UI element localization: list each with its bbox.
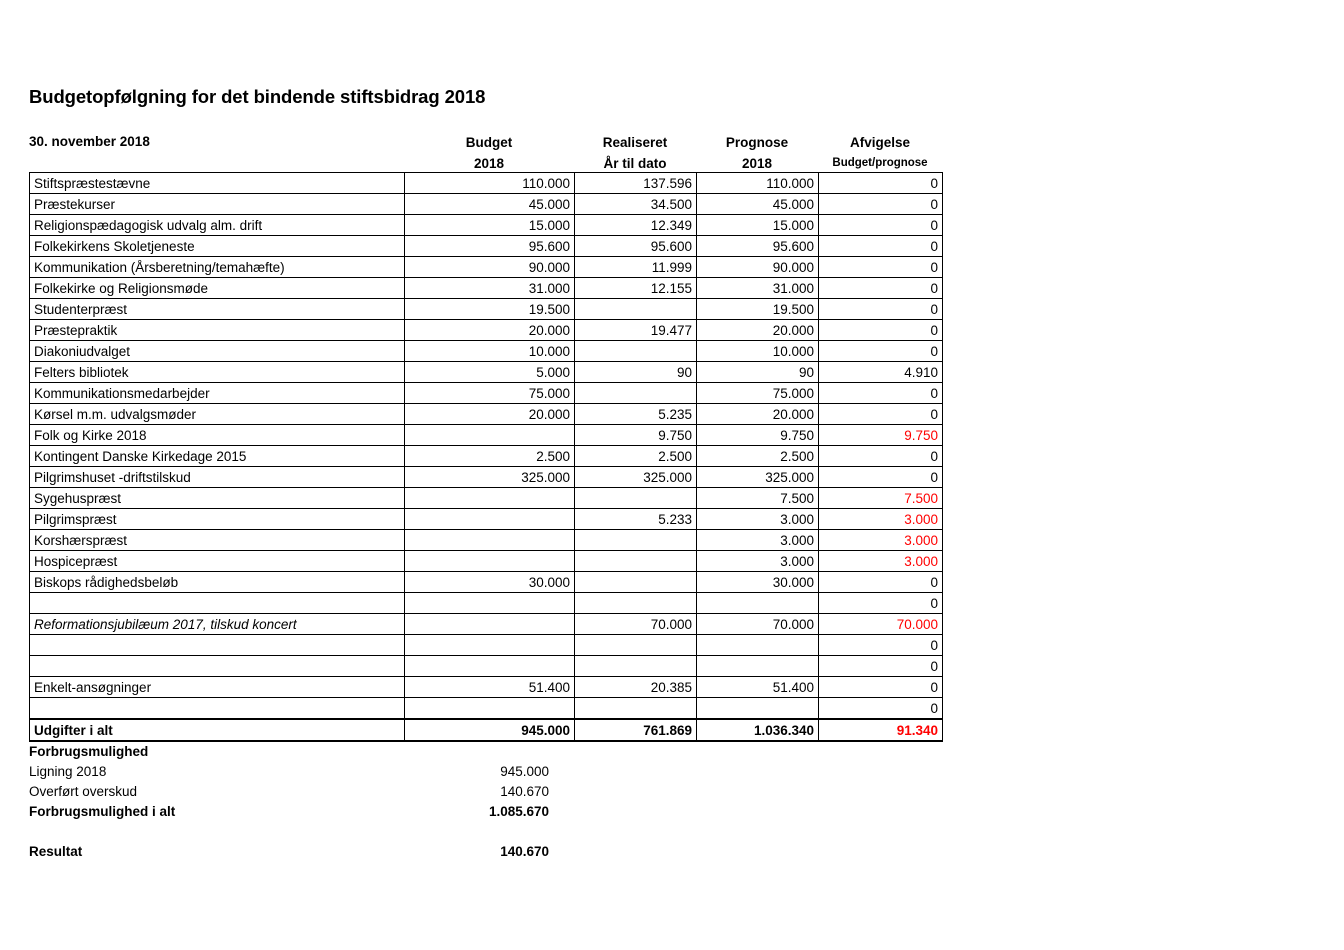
cell-label: Pilgrimshuset -driftstilskud: [30, 467, 405, 488]
column-header-afvigelse-line2: Budget/prognose: [832, 157, 928, 169]
cell-afvigelse: 0: [819, 404, 943, 425]
summary-label: Overført overskud: [29, 784, 138, 799]
cell-budget: 75.000: [405, 383, 575, 404]
cell-label: Religionspædagogisk udvalg alm. drift: [30, 215, 405, 236]
cell-prognose: 51.400: [697, 677, 819, 698]
cell-prognose: 70.000: [697, 614, 819, 635]
cell-prognose: 110.000: [697, 173, 819, 194]
table-row: [30, 446, 943, 467]
cell-prognose: 2.500: [697, 446, 819, 467]
cell-realiseret: 5.233: [575, 509, 697, 530]
cell-realiseret: 2.500: [575, 446, 697, 467]
cell-afvigelse: 0: [819, 278, 943, 299]
cell-prognose: [697, 656, 819, 677]
summary-spacer: [29, 822, 549, 842]
cell-realiseret: [575, 635, 697, 656]
table-row: [30, 362, 943, 383]
cell-label: Diakoniudvalget: [30, 341, 405, 362]
table-row: [30, 614, 943, 635]
column-header-realiseret: [574, 132, 696, 174]
cell-budget: 325.000: [405, 467, 575, 488]
budget-table: [29, 172, 943, 742]
cell-prognose: 95.600: [697, 236, 819, 257]
cell-afvigelse: 0: [819, 593, 943, 614]
cell-realiseret: 90: [575, 362, 697, 383]
column-header-prognose-line1: Prognose: [725, 135, 789, 150]
cell-realiseret: 137.596: [575, 173, 697, 194]
cell-budget: [405, 425, 575, 446]
table-row: [30, 488, 943, 509]
cell-budget: [405, 614, 575, 635]
cell-prognose: 10.000: [697, 341, 819, 362]
cell-afvigelse: 0: [819, 467, 943, 488]
cell-label: [30, 698, 405, 720]
cell-afvigelse: 0: [819, 236, 943, 257]
table-row: [30, 635, 943, 656]
cell-label: Enkelt-ansøgninger: [30, 677, 405, 698]
cell-realiseret: 70.000: [575, 614, 697, 635]
cell-label: Reformationsjubilæum 2017, tilskud koncert: [30, 614, 405, 635]
table-row: [30, 278, 943, 299]
cell-afvigelse: 0: [819, 341, 943, 362]
cell-label: Korshærspræst: [30, 530, 405, 551]
column-header-prognose-line2: 2018: [741, 156, 773, 171]
summary-line-resultat: [29, 842, 549, 862]
cell-label: Folkekirke og Religionsmøde: [30, 278, 405, 299]
table-row: [30, 509, 943, 530]
cell-realiseret: 12.349: [575, 215, 697, 236]
column-header-realiseret-line1: Realiseret: [602, 135, 668, 150]
cell-afvigelse: 0: [819, 299, 943, 320]
cell-budget: [405, 635, 575, 656]
summary-value: 945.000: [500, 764, 549, 779]
cell-budget: [405, 530, 575, 551]
column-header-afvigelse: [818, 132, 942, 174]
cell-budget: [405, 488, 575, 509]
cell-afvigelse: 0: [819, 257, 943, 278]
table-total-row: [30, 719, 943, 741]
cell-label: Kommunikationsmedarbejder: [30, 383, 405, 404]
cell-budget: 95.600: [405, 236, 575, 257]
cell-budget: 15.000: [405, 215, 575, 236]
cell-budget: 5.000: [405, 362, 575, 383]
column-header-budget-line1: Budget: [465, 135, 513, 150]
cell-budget: 90.000: [405, 257, 575, 278]
cell-budget: [405, 593, 575, 614]
cell-prognose: 30.000: [697, 572, 819, 593]
table-row: [30, 257, 943, 278]
table-row: [30, 656, 943, 677]
cell-realiseret: [575, 698, 697, 720]
table-row: [30, 698, 943, 720]
summary-line-forbrugsmulighed-i-alt: [29, 802, 549, 822]
cell-label: [30, 656, 405, 677]
cell-realiseret: 34.500: [575, 194, 697, 215]
page-title: Budgetopfølgning for det bindende stiftsbidrag 2018: [29, 86, 486, 107]
column-header-budget: [404, 132, 574, 174]
cell-total-budget: 945.000: [405, 719, 575, 741]
cell-label: Kommunikation (Årsberetning/temahæfte): [30, 257, 405, 278]
summary-label: Ligning 2018: [29, 764, 107, 779]
cell-prognose: 325.000: [697, 467, 819, 488]
cell-budget: [405, 551, 575, 572]
column-header-realiseret-line2: År til dato: [603, 156, 667, 171]
cell-realiseret: [575, 341, 697, 362]
cell-realiseret: [575, 299, 697, 320]
cell-afvigelse: 0: [819, 677, 943, 698]
cell-prognose: 75.000: [697, 383, 819, 404]
cell-afvigelse: 0: [819, 320, 943, 341]
table-row: [30, 236, 943, 257]
summary-heading-row: [29, 742, 549, 762]
cell-realiseret: [575, 551, 697, 572]
cell-afvigelse: 0: [819, 173, 943, 194]
cell-budget: 110.000: [405, 173, 575, 194]
cell-label: Kontingent Danske Kirkedage 2015: [30, 446, 405, 467]
cell-budget: [405, 509, 575, 530]
summary-heading: Forbrugsmulighed: [29, 744, 149, 759]
cell-afvigelse: 70.000: [819, 614, 943, 635]
cell-afvigelse: 7.500: [819, 488, 943, 509]
cell-prognose: 90.000: [697, 257, 819, 278]
cell-label: Felters bibliotek: [30, 362, 405, 383]
cell-label: Stiftspræstestævne: [30, 173, 405, 194]
cell-afvigelse: 3.000: [819, 509, 943, 530]
table-row: [30, 425, 943, 446]
column-header-afvigelse-line1: Afvigelse: [849, 135, 911, 150]
cell-afvigelse: 0: [819, 446, 943, 467]
table-row: [30, 383, 943, 404]
table-row: [30, 404, 943, 425]
cell-afvigelse: 3.000: [819, 551, 943, 572]
cell-realiseret: [575, 656, 697, 677]
cell-label: Pilgrimspræst: [30, 509, 405, 530]
cell-afvigelse: 4.910: [819, 362, 943, 383]
summary-section: [29, 742, 549, 862]
cell-label: Sygehuspræst: [30, 488, 405, 509]
cell-label: Biskops rådighedsbeløb: [30, 572, 405, 593]
cell-budget: 31.000: [405, 278, 575, 299]
cell-budget: 45.000: [405, 194, 575, 215]
cell-label: Præstekurser: [30, 194, 405, 215]
cell-prognose: 15.000: [697, 215, 819, 236]
cell-afvigelse: 0: [819, 656, 943, 677]
cell-total-label: Udgifter i alt: [30, 719, 405, 741]
cell-realiseret: 5.235: [575, 404, 697, 425]
cell-realiseret: [575, 593, 697, 614]
table-row: [30, 341, 943, 362]
cell-realiseret: [575, 488, 697, 509]
cell-realiseret: 9.750: [575, 425, 697, 446]
table-row: [30, 320, 943, 341]
summary-value: 140.670: [500, 784, 549, 799]
cell-realiseret: [575, 572, 697, 593]
cell-realiseret: 12.155: [575, 278, 697, 299]
column-header-budget-line2: 2018: [473, 156, 505, 171]
cell-label: [30, 593, 405, 614]
cell-label: Præstepraktik: [30, 320, 405, 341]
cell-afvigelse: 9.750: [819, 425, 943, 446]
summary-label: Forbrugsmulighed i alt: [29, 804, 176, 819]
column-header-prognose: [696, 132, 818, 174]
cell-prognose: 7.500: [697, 488, 819, 509]
cell-label: Studenterpræst: [30, 299, 405, 320]
table-row: [30, 299, 943, 320]
cell-prognose: [697, 635, 819, 656]
table-row: [30, 593, 943, 614]
summary-value: 1.085.670: [488, 804, 549, 819]
cell-budget: [405, 698, 575, 720]
cell-realiseret: [575, 530, 697, 551]
cell-budget: 20.000: [405, 404, 575, 425]
cell-afvigelse: 0: [819, 194, 943, 215]
cell-realiseret: 20.385: [575, 677, 697, 698]
cell-prognose: 20.000: [697, 320, 819, 341]
table-row: [30, 467, 943, 488]
table-row: [30, 551, 943, 572]
cell-prognose: 45.000: [697, 194, 819, 215]
summary-label: Resultat: [29, 844, 83, 859]
cell-budget: 10.000: [405, 341, 575, 362]
cell-afvigelse: 0: [819, 215, 943, 236]
summary-line-ligning: [29, 762, 549, 782]
cell-budget: 30.000: [405, 572, 575, 593]
cell-realiseret: 11.999: [575, 257, 697, 278]
cell-prognose: [697, 593, 819, 614]
cell-prognose: 90: [697, 362, 819, 383]
cell-label: Hospicepræst: [30, 551, 405, 572]
cell-budget: 2.500: [405, 446, 575, 467]
cell-total-prognose: 1.036.340: [697, 719, 819, 741]
cell-label: [30, 635, 405, 656]
cell-total-afvigelse: 91.340: [819, 719, 943, 741]
cell-label: Folkekirkens Skoletjeneste: [30, 236, 405, 257]
table-header-band: [29, 132, 928, 172]
cell-total-realiseret: 761.869: [575, 719, 697, 741]
cell-prognose: 20.000: [697, 404, 819, 425]
cell-budget: 20.000: [405, 320, 575, 341]
table-row: [30, 530, 943, 551]
cell-realiseret: 95.600: [575, 236, 697, 257]
cell-label: Kørsel m.m. udvalgsmøder: [30, 404, 405, 425]
table-row: [30, 173, 943, 194]
cell-realiseret: 19.477: [575, 320, 697, 341]
cell-afvigelse: 0: [819, 635, 943, 656]
cell-prognose: 9.750: [697, 425, 819, 446]
cell-afvigelse: 0: [819, 698, 943, 720]
summary-value: 140.670: [500, 844, 549, 859]
cell-prognose: 3.000: [697, 530, 819, 551]
table-row: [30, 194, 943, 215]
cell-budget: 51.400: [405, 677, 575, 698]
cell-budget: 19.500: [405, 299, 575, 320]
cell-prognose: [697, 698, 819, 720]
cell-prognose: 31.000: [697, 278, 819, 299]
cell-afvigelse: 3.000: [819, 530, 943, 551]
table-row: [30, 677, 943, 698]
summary-line-overfort-overskud: [29, 782, 549, 802]
cell-prognose: 3.000: [697, 509, 819, 530]
cell-prognose: 19.500: [697, 299, 819, 320]
budget-table-body: [30, 173, 943, 742]
table-row: [30, 215, 943, 236]
cell-afvigelse: 0: [819, 383, 943, 404]
cell-label: Folk og Kirke 2018: [30, 425, 405, 446]
cell-realiseret: 325.000: [575, 467, 697, 488]
cell-realiseret: [575, 383, 697, 404]
cell-afvigelse: 0: [819, 572, 943, 593]
cell-budget: [405, 656, 575, 677]
table-row: [30, 572, 943, 593]
cell-prognose: 3.000: [697, 551, 819, 572]
report-date: 30. november 2018: [29, 134, 150, 149]
